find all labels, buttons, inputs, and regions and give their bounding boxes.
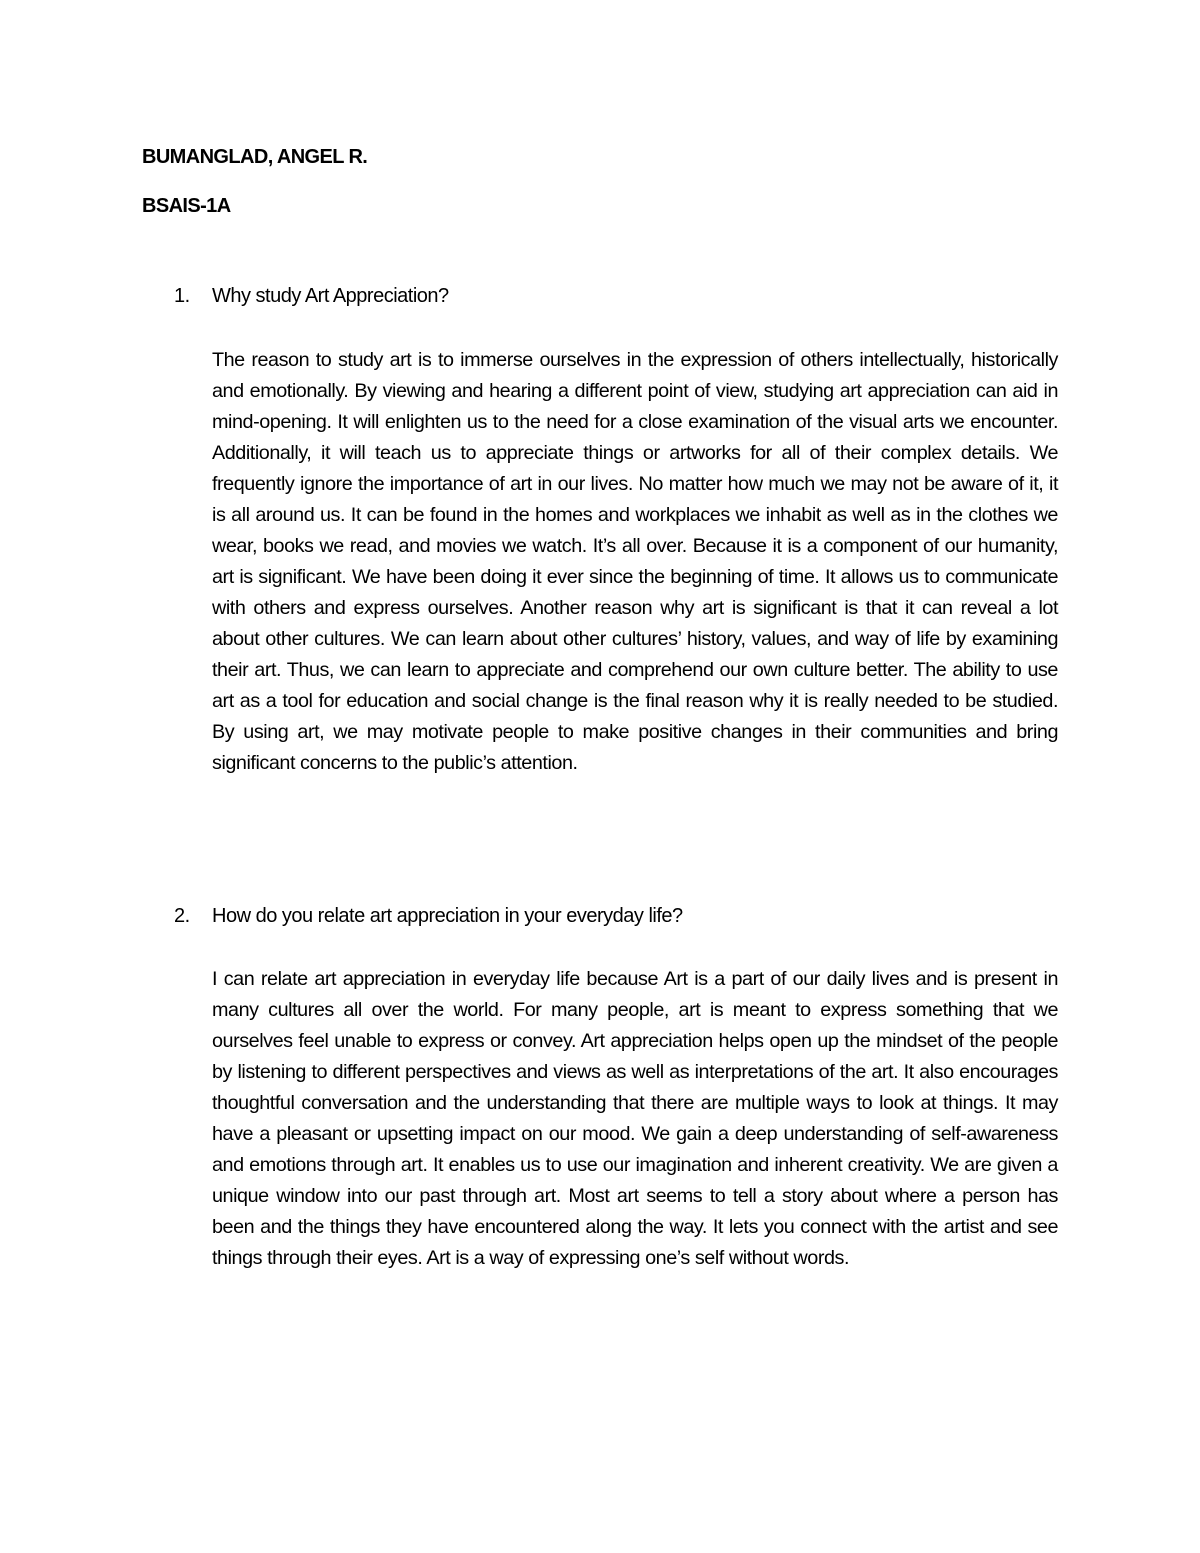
student-name: BUMANGLAD, ANGEL R. [142, 146, 368, 168]
answer-2-paragraph: I can relate art appreciation in everyday life because Art is a part of our daily lives and is present in many cultures all over the world. For many people, art is meant to express something that we ourselves feel unable to express or convey. Art appreciation helps open up the mindset of the people by listening to different perspectives and views as well as interpretations of the art. It also encourages thoughtful conversation and the understanding that there are multiple ways to look at things. It may have a pleasant or upsetting impact on our mood. We gain a deep understanding of self-awareness and emotions through art. It enables us to use our imagination and inherent creativity. We are given a unique window into our past through art. Most art seems to tell a story about where a person has been and the things they have encountered along the way. It lets you connect with the artist and see things through their eyes. Art is a way of expressing one’s self without words. [212, 968, 1058, 1269]
answer-1-paragraph: The reason to study art is to immerse ourselves in the expression of others intellectually, historically and emotionally. By viewing and hearing a different point of view, studying art appreciation can aid in mind-opening. It will enlighten us to the need for a close examination of the visual arts we encounter. Additionally, it will teach us to appreciate things or artworks for all of their complex details. We frequently ignore the importance of art in our lives. No matter how much we may not be aware of it, it is all around us. It can be found in the homes and workplaces we inhabit as well as in the clothes we wear, books we read, and movies we watch. It’s all over. Because it is a component of our humanity, art is significant. We have been doing it ever since the beginning of time. It allows us to communicate with others and express ourselves. Another reason why art is significant is that it can reveal a lot about other cultures. We can learn about other cultures’ history, values, and way of life by examining their art. Thus, we can learn to appreciate and comprehend our own culture better. The ability to use art as a tool for education and social change is the final reason why it is really needed to be studied. By using art, we may motivate people to make positive changes in their communities and bring significant concerns to the public’s attention. [212, 349, 1058, 774]
question-2-number: 2. [174, 905, 190, 927]
question-2-text: How do you relate art appreciation in your everyday life? [212, 905, 683, 927]
question-1-number: 1. [174, 285, 190, 307]
student-section: BSAIS-1A [142, 195, 231, 217]
question-1-text: Why study Art Appreciation? [212, 285, 449, 307]
